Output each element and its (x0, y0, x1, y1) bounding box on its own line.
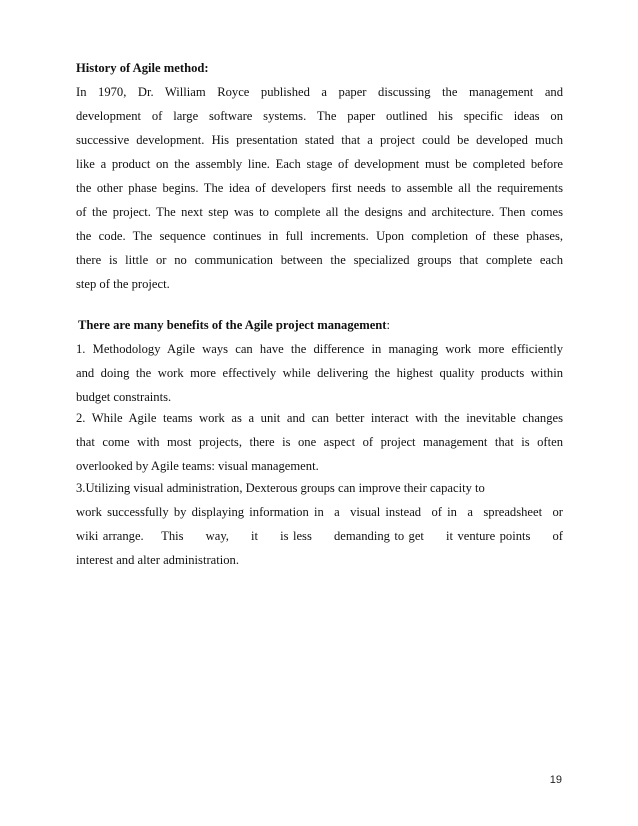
paragraph-line: there is little or no communication between the specialized groups that complete each (76, 253, 563, 267)
paragraph-line: step of the project. (76, 277, 170, 291)
list-item-line: interest and alter administration. (76, 553, 239, 567)
list-item-line: work successfully by displaying information in a visual instead of in a spreadsheet or (76, 505, 563, 519)
list-item-line: that come with most projects, there is one aspect of project management that is often (76, 435, 563, 449)
benefits-heading-text: There are many benefits of the Agile project management (78, 318, 387, 332)
paragraph-line: In 1970, Dr. William Royce published a paper discussing the management and (76, 85, 563, 99)
paragraph-line: like a product on the assembly line. Each stage of development must be completed before (76, 157, 563, 171)
list-item-line: 1. Methodology Agile ways can have the difference in managing work more efficiently (76, 342, 563, 356)
paragraph-line: successive development. His presentation stated that a project could be developed much (76, 133, 563, 147)
list-item-line: budget constraints. (76, 390, 172, 404)
section-heading-history: History of Agile method: (76, 61, 209, 75)
paragraph-line: development of large software systems. The paper outlined his specific ideas on (76, 109, 563, 123)
list-item-line: 3.Utilizing visual administration, Dexterous groups can improve their capacity to (76, 481, 485, 495)
benefits-heading-colon: : (386, 318, 390, 332)
paragraph-line: the other phase begins. The idea of developers first needs to assemble all the requirements (76, 181, 563, 195)
page-number: 19 (549, 774, 562, 786)
list-item-line: and doing the work more effectively while delivering the highest quality products within (76, 366, 563, 380)
paragraph-line: the code. The sequence continues in full increments. Upon completion of these phases, (76, 229, 563, 243)
list-item-line: overlooked by Agile teams: visual management. (76, 459, 319, 473)
paragraph-line: of the project. The next step was to complete all the designs and architecture. Then comes (76, 205, 563, 219)
list-item-line: wiki arrange. This way, it is less demanding to get it venture points of (76, 529, 563, 543)
section-heading-benefits (78, 318, 565, 333)
list-item-line: 2. While Agile teams work as a unit and can better interact with the inevitable changes (76, 411, 563, 425)
